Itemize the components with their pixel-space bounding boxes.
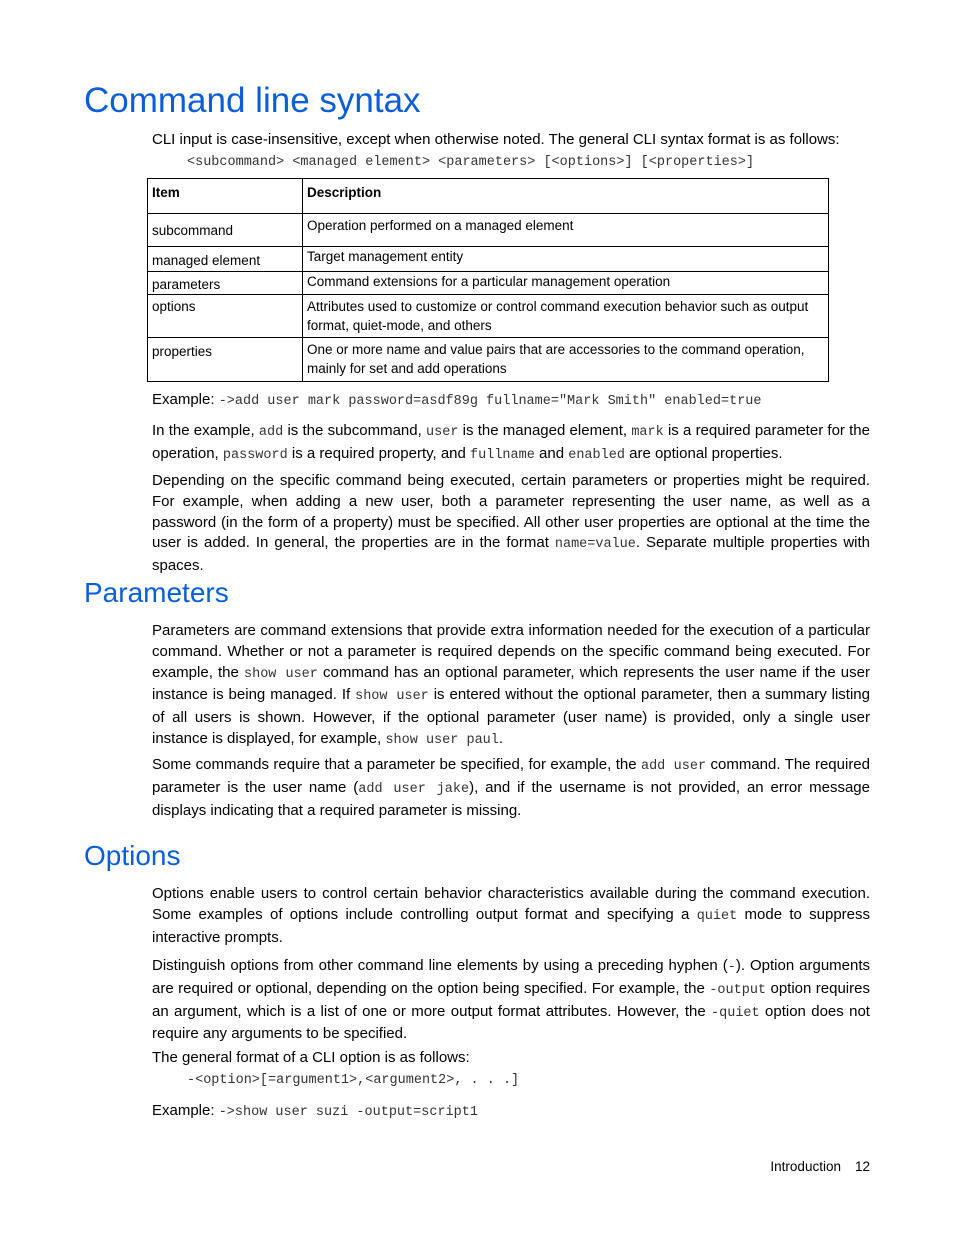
syntax-format-code: <subcommand> <managed element> <parameters> [<options>] [<properties>] — [187, 155, 755, 170]
code-run: user — [426, 425, 459, 440]
text-run: ), and if the username is not provided, an error message displays indicating that a required parameter is missing. — [152, 778, 870, 819]
table-cell-description: Operation performed on a managed element — [303, 214, 829, 247]
table-header-row — [148, 179, 829, 214]
table-cell-description: One or more name and value pairs that are accessories to the command operation, mainly for set and add operations — [303, 338, 829, 381]
page-footer — [770, 1159, 870, 1174]
code-run: -output — [709, 982, 767, 998]
table-header-item: Item — [148, 179, 303, 214]
table-cell-item: parameters — [148, 271, 303, 295]
text-run: Some commands require that a parameter be specified, for example, the — [152, 756, 641, 773]
code-run: add user jake — [358, 781, 470, 797]
code-run: quiet — [696, 908, 738, 924]
text-run: Distinguish options from other command line elements by using a preceding hyphen ( — [152, 957, 728, 974]
table-cell-description: Command extensions for a particular management operation — [303, 271, 829, 295]
syntax-table — [147, 178, 829, 382]
syntax-explanation — [152, 421, 870, 467]
code-run: name=value — [554, 537, 636, 553]
text-run: is a required parameter for the operation, — [152, 422, 870, 462]
code-run: show user paul — [385, 732, 499, 748]
text-run: and — [534, 444, 569, 462]
page-number: 12 — [854, 1159, 870, 1174]
options-format-code: -<option>[=argument1>,<argument2>, . . .] — [187, 1073, 520, 1088]
table-cell-item: properties — [148, 338, 303, 381]
table-cell-item: subcommand — [148, 214, 303, 247]
text-run: Options enable users to control certain behavior characteristics available during the command execution. Some examples of options include controlling output format and specifying a — [152, 885, 870, 923]
table-header-description: Description — [303, 179, 829, 214]
text-run: ). Option arguments are required or optional, depending on the option being specified. For example, the — [152, 957, 871, 997]
code-run: show user — [355, 689, 429, 705]
text-run: are optional properties. — [624, 444, 783, 462]
text-run: . — [498, 729, 504, 747]
code-run: fullname — [470, 447, 535, 463]
table-row — [148, 338, 829, 381]
example-label: Example: — [152, 391, 219, 408]
code-run: - — [727, 960, 736, 975]
table-cell-description: Target management entity — [303, 247, 829, 272]
text-run: Depending on the specific command being executed, certain parameters or properties might be required. For example, when adding a new user, both a parameter representing the user name, as well as a password (in the form of a property) must be specified. All other user properties are optional at the time the user is added. In general, the properties are in the format — [152, 472, 870, 552]
footer-section: Introduction — [770, 1159, 841, 1174]
text-run: Parameters are command extensions that provide extra information needed for the execution of a particular command. Whether or not a parameter is required depends on the specific command being executed. For example, the — [152, 622, 870, 681]
text-run: option requires an argument, which is a list of one or more output format attributes. However, the — [152, 979, 870, 1020]
parameters-paragraph-1 — [152, 621, 870, 752]
code-run: add — [258, 425, 284, 440]
text-run: option does not require any arguments to be specified. — [152, 1002, 870, 1043]
text-run: is the subcommand, — [283, 422, 427, 439]
table-cell-item: options — [148, 295, 303, 338]
table-row — [148, 271, 829, 295]
text-run: is a required property, and — [287, 444, 471, 462]
page-title: Command line syntax — [84, 81, 421, 120]
example-code: ->add user mark password=asdf89g fullname="Mark Smith" enabled=true — [218, 394, 762, 409]
options-paragraph-1 — [152, 884, 870, 948]
options-example — [152, 1101, 870, 1124]
code-run: -quiet — [711, 1005, 760, 1021]
example-label: Example: — [152, 1102, 219, 1119]
code-run: show user — [244, 666, 318, 682]
table-cell-item: managed element — [148, 247, 303, 272]
text-run: mode to suppress interactive prompts. — [152, 905, 870, 946]
text-run: is entered without the optional parameter, then a summary listing of all users is shown. However, if the optional parameter (user name) is provided, only a single user instance is displayed, for example, — [152, 686, 870, 747]
table-row — [148, 247, 829, 272]
code-run: password — [222, 447, 288, 463]
code-run: enabled — [568, 447, 625, 463]
options-paragraph-2 — [152, 956, 870, 1045]
table-row — [148, 295, 829, 338]
syntax-intro: CLI input is case-insensitive, except when otherwise noted. The general CLI syntax format is as follows: — [152, 131, 840, 148]
section-heading-options: Options — [84, 840, 181, 871]
code-run: mark — [631, 425, 664, 440]
syntax-depending — [152, 471, 870, 577]
options-general-format-intro: The general format of a CLI option is as follows: — [152, 1049, 470, 1066]
text-run: In the example, — [152, 422, 259, 439]
text-run: command has an optional parameter, which represents the user name if the user instance is being managed. If — [152, 663, 870, 704]
text-run: command. The required parameter is the user name ( — [152, 756, 870, 796]
text-run: is the managed element, — [458, 422, 632, 439]
table-cell-description: Attributes used to customize or control command execution behavior such as output format, quiet-mode, and others — [303, 295, 829, 338]
section-heading-parameters: Parameters — [84, 577, 229, 608]
code-run: add user — [640, 759, 707, 774]
text-run: . Separate multiple properties with spaces. — [152, 534, 870, 575]
syntax-example — [152, 390, 870, 413]
parameters-paragraph-2 — [152, 755, 870, 821]
table-row — [148, 214, 829, 247]
example-code: ->show user suzi -output=script1 — [218, 1105, 478, 1120]
